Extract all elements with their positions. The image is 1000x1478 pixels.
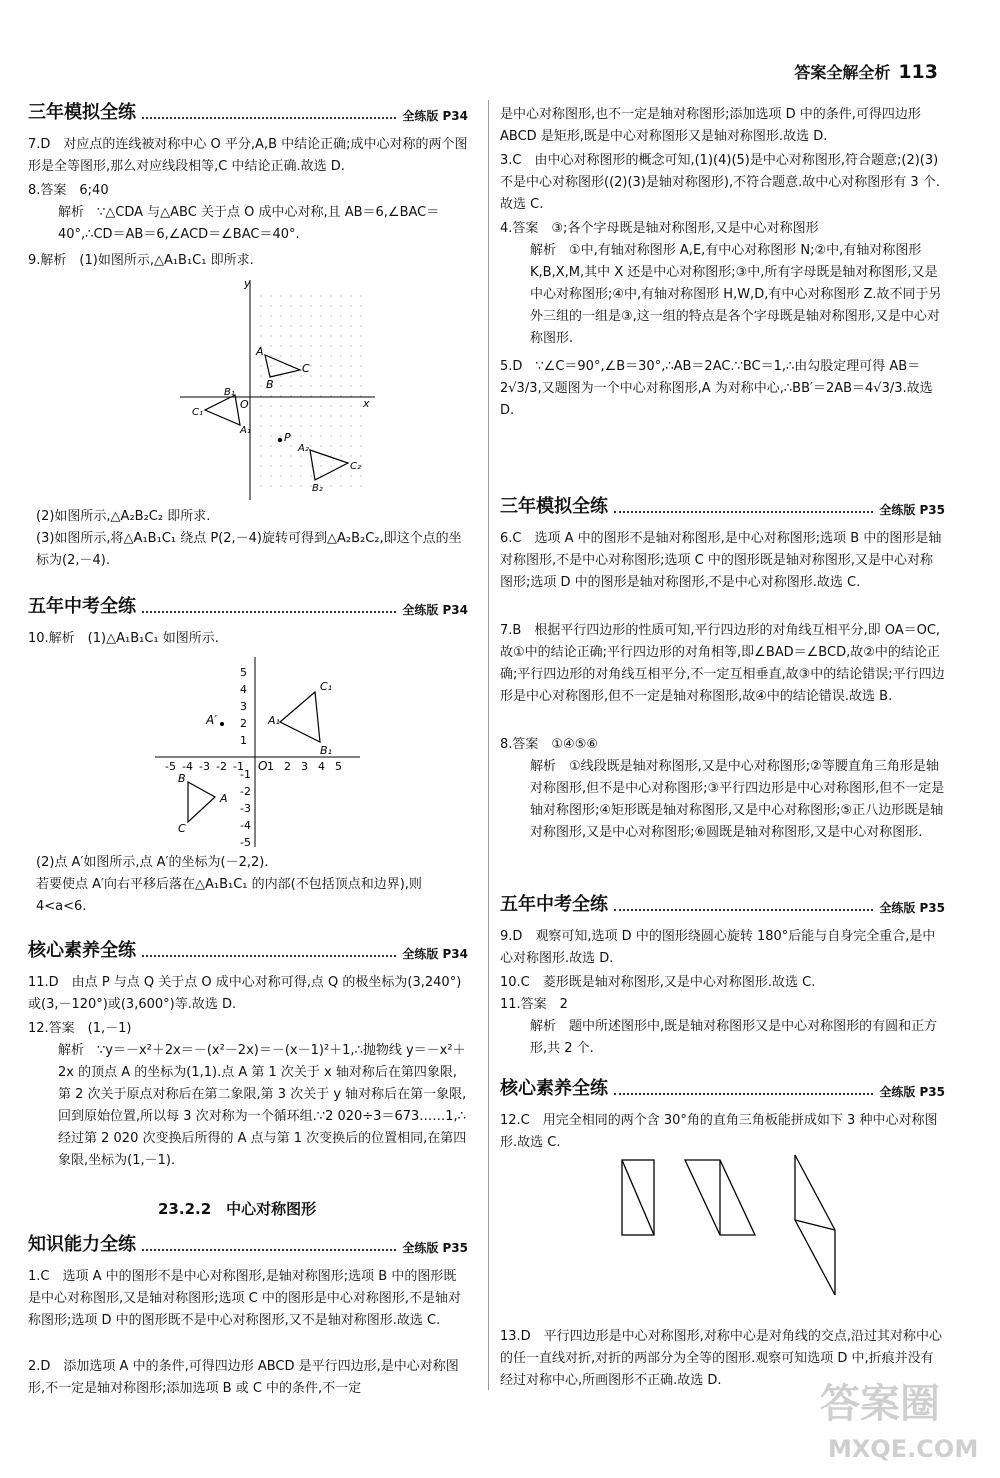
svg-text:A: A	[256, 345, 264, 358]
answer-block	[36, 852, 468, 874]
x-tick-label: 1	[267, 760, 274, 773]
y-tick-label: 3	[240, 700, 247, 713]
answer-block	[28, 134, 468, 178]
y-tick-label: -5	[240, 836, 251, 849]
answer-block	[36, 874, 468, 918]
section-title: 核心素养全练	[28, 940, 136, 961]
coordinate-figure-9	[180, 275, 380, 505]
svg-text:B₁: B₁	[224, 387, 235, 398]
section-header	[28, 100, 468, 124]
answer-block	[500, 528, 945, 594]
y-tick-label: 4	[240, 683, 247, 696]
answer-block	[500, 104, 945, 148]
section-header	[28, 594, 468, 618]
section-header	[28, 1232, 468, 1256]
section-header	[500, 892, 945, 916]
svg-text:A₁: A₁	[240, 425, 251, 436]
svg-text:B₂: B₂	[312, 483, 323, 494]
svg-text:y: y	[244, 277, 251, 290]
x-tick-label: 3	[301, 760, 308, 773]
svg-text:C: C	[178, 822, 186, 835]
answer-block	[500, 356, 945, 422]
answer-block	[28, 628, 468, 650]
answer-block	[500, 972, 945, 994]
answer-4: 4.答案 ③;各个字母既是轴对称图形,又是中心对称图形	[500, 221, 819, 236]
svg-text:A′: A′	[206, 713, 217, 727]
svg-text:A₁: A₁	[268, 714, 280, 727]
svg-text:B: B	[266, 378, 274, 391]
answer-block	[530, 756, 945, 844]
svg-text:x: x	[363, 397, 370, 410]
svg-text:C₁: C₁	[320, 680, 333, 693]
answer-block	[28, 1018, 468, 1040]
y-tick-label: -3	[240, 802, 251, 815]
section-header	[28, 938, 468, 962]
explanation-4: 解析 ①中,有轴对称图形 A,E,有中心对称图形 N;②中,有轴对称图形 K,B,X,M,其中 X 还是中心对称图形;③中,所有字母既是轴对称图形,又是中心对称图形;④中,有轴对称图形 H,W,D,有中心对称图形 Z.故不同于另外三组的一组是③,这一组的特点是各个字母既是轴对称图形,又是中心对称图形.	[530, 243, 942, 346]
subsection-title: 23.2.2 中心对称图形	[158, 1200, 317, 1218]
answer-6: 6.C 选项 A 中的图形不是轴对称图形,是中心对称图形;选项 B 中的图形是轴对称图形,不是中心对称图形;选项 C 中的图形既是轴对称图形,又是中心对称图形;选项 D 中的图形是轴对称图形,不是中心对称图形.故选 C.	[500, 531, 942, 590]
answer-12: 12.C 用完全相同的两个含 30°角的直角三角板能拼成如下 3 种中心对称图形.故选 C.	[500, 1113, 938, 1150]
x-tick-label: -4	[182, 760, 193, 773]
svg-text:答案圈: 答案圈	[820, 1381, 940, 1427]
section-ref: 全练版 P35	[402, 1241, 468, 1255]
answer-block	[28, 1266, 468, 1332]
y-tick-label: 2	[240, 717, 247, 730]
svg-text:A: A	[220, 792, 228, 805]
point-a-prime	[220, 722, 224, 726]
answer-7: 7.B 根据平行四边形的性质可知,平行四边形的对角线互相平分,即 OA＝OC,故①中的结论正确;平行四边形的对角相等,即∠BAD＝∠BCD,故②中的结论正确;平行四边形的对角线互相平分,不一定互相垂直,故③中的结论错误;平行四边形是中心对称图形,但不一定是轴对称图形,故④中的结论错误.故选 B.	[500, 623, 945, 704]
section-ref: 全练版 P34	[402, 603, 468, 617]
answer-10-3: 若要使点 A′向右平移后落在△A₁B₁C₁ 的内部(不包括顶点和边界),则 4<a<6.	[36, 877, 422, 914]
watermark-logo	[810, 1362, 990, 1472]
section-header	[500, 1076, 945, 1100]
answer-block	[28, 972, 468, 1016]
column-divider	[488, 100, 489, 1390]
answer-12: 12.答案 (1,－1)	[28, 1021, 132, 1036]
answer-block	[500, 1110, 945, 1154]
answer-10-2: (2)点 A′如图所示,点 A′的坐标为(－2,2).	[36, 855, 269, 870]
section-title: 核心素养全练	[500, 1078, 608, 1099]
answer-10: 10.C 菱形既是轴对称图形,又是中心对称图形.故选 C.	[500, 975, 816, 990]
triangle-abc	[188, 782, 215, 822]
section-title: 三年模拟全练	[500, 496, 608, 517]
answer-block	[500, 926, 945, 970]
explanation-8: 解析 ①线段既是轴对称图形,又是中心对称图形;②等腰直角三角形是轴对称图形,但不是中心对称图形;③平行四边形是中心对称图形,但不一定是轴对称图形;④矩形既是轴对称图形,又是中心对称图形;⑤正八边形既是轴对称图形,又是中心对称图形;⑥圆既是轴对称图形,又是中心对称图形.	[530, 759, 945, 840]
section-title: 三年模拟全练	[28, 102, 136, 123]
svg-text:B: B	[178, 772, 186, 785]
answer-block	[530, 240, 945, 350]
answer-11: 11.D 由点 P 与点 Q 关于点 O 成中心对称可得,点 Q 的极坐标为(3,240°)或(3,－120°)或(3,600°)等.故选 D.	[28, 975, 462, 1012]
y-tick-label: -2	[240, 785, 251, 798]
answer-5: 5.D ∵∠C＝90°,∠B＝30°,∴AB＝2AC.∵BC＝1,∴由勾股定理可得 AB＝2√3/3,又题图为一个中心对称图形,A 为对称中心,∴BB′＝2AB＝4√3/3.故选 D.	[500, 359, 933, 418]
answer-3: 3.C 由中心对称图形的概念可知,(1)(4)(5)是中心对称图形,符合题意;(2)(3)不是中心对称图形((2)(3)是轴对称图形),不符合题意.故中心对称图形有 3 个.故选 C.	[500, 153, 940, 212]
answer-block	[500, 994, 945, 1016]
answer-block	[500, 734, 945, 756]
answer-9-3: (3)如图所示,将△A₁B₁C₁ 绕点 P(2,－4)旋转可得到△A₂B₂C₂,即这个点的坐标为(2,－4).	[36, 531, 462, 568]
svg-text:C₁: C₁	[192, 407, 203, 418]
answer-block	[58, 1040, 468, 1172]
answer-9-2: (2)如图所示,△A₂B₂C₂ 即所求.	[36, 509, 211, 524]
y-tick-label: 5	[240, 666, 247, 679]
explanation-8: 解析 ∵△CDA 与△ABC 关于点 O 成中心对称,且 AB＝6,∠BAC＝40°,∴CD＝AB＝6,∠ACD＝∠BAC＝40°.	[58, 205, 440, 242]
x-tick-label: 5	[335, 760, 342, 773]
svg-text:P: P	[284, 431, 291, 444]
y-tick-label: 1	[240, 734, 247, 747]
page-number: 113	[898, 61, 938, 83]
x-tick-label: -5	[165, 760, 176, 773]
y-tick-label: -1	[240, 768, 251, 781]
answer-11: 11.答案 2	[500, 997, 568, 1012]
answer-7: 7.D 对应点的连线被对称中心 O 平分,A,B 中结论正确;成中心对称的两个图形是全等图形,那么对应线段相等,C 中结论正确.故选 D.	[28, 137, 468, 174]
section-title: 五年中考全练	[500, 894, 608, 915]
answer-2: 2.D 添加选项 A 中的条件,可得四边形 ABCD 是平行四边形,是中心对称图形,不一定是轴对称图形;添加选项 B 或 C 中的条件,不一定	[28, 1359, 459, 1396]
section-ref: 全练版 P35	[879, 1085, 945, 1099]
answer-block	[500, 150, 945, 216]
x-tick-label: -3	[199, 760, 210, 773]
svg-text:C: C	[302, 362, 310, 375]
section-ref: 全练版 P34	[402, 947, 468, 961]
answer-block	[36, 528, 468, 572]
answer-9: 9.D 观察可知,选项 D 中的图形绕圆心旋转 180°后能与自身完全重合,是中心对称图形.故选 D.	[500, 929, 936, 966]
section-ref: 全练版 P35	[879, 503, 945, 517]
answer-block	[58, 202, 468, 246]
svg-text:O: O	[258, 759, 268, 773]
svg-text:B₁: B₁	[320, 744, 332, 757]
answer-block	[28, 180, 468, 202]
answer-2-cont: 是中心对称图形,也不一定是轴对称图形;添加选项 D 中的条件,可得四边形 ABCD 是矩形,既是中心对称图形又是轴对称图形.故选 D.	[500, 107, 921, 144]
section-ref: 全练版 P34	[402, 109, 468, 123]
answer-block	[500, 218, 945, 240]
header-title: 答案全解全析	[794, 63, 891, 82]
section-ref: 全练版 P35	[879, 901, 945, 915]
x-tick-label: -1	[233, 760, 244, 773]
answer-1: 1.C 选项 A 中的图形不是中心对称图形,是轴对称图形;选项 B 中的图形既是中心对称图形,又是轴对称图形;选项 C 中的图形是中心对称图形,不是轴对称图形;选项 D 中的图形既不是中心对称图形,又不是轴对称图形.故选 C.	[28, 1269, 461, 1328]
explanation-12: 解析 ∵y＝－x²＋2x＝－(x²－2x)＝－(x－1)²＋1,∴抛物线 y＝－x²＋2x 的顶点 A 的坐标为(1,1).点 A 第 1 次关于 x 轴对称后在第四象限,第 2 次关于原点对称后在第二象限,第 3 次关于 y 轴对称后在第一象限,回到原始位置,所以每 3 次对称为一个循环组.∵2 020÷3＝673……1,∴经过第 2 020 次变换后所得的 A 点与第 1 次变换后的位置相同,在第四象限,坐标为(1,－1).	[58, 1043, 467, 1168]
answer-block	[28, 1356, 468, 1400]
y-tick-label: -4	[240, 819, 251, 832]
x-tick-label: 4	[318, 760, 325, 773]
answer-block	[36, 506, 468, 528]
triangle-a1b1c1	[280, 692, 320, 742]
svg-text:C₂: C₂	[350, 461, 361, 472]
section-header	[500, 494, 945, 518]
answer-10: 10.解析 (1)△A₁B₁C₁ 如图所示.	[28, 631, 219, 646]
svg-text:O: O	[240, 398, 249, 411]
svg-text:MXQE.COM: MXQE.COM	[828, 1435, 979, 1463]
answer-block	[530, 1016, 945, 1060]
svg-text:A₂: A₂	[298, 443, 309, 454]
page-header	[794, 60, 938, 83]
answer-9: 9.解析 (1)如图所示,△A₁B₁C₁ 即所求.	[28, 253, 254, 268]
answer-block	[500, 620, 945, 708]
section-title: 知识能力全练	[28, 1234, 136, 1255]
answer-8: 8.答案 ①④⑤⑥	[500, 737, 599, 752]
section-title: 五年中考全练	[28, 596, 136, 617]
answer-block	[28, 250, 468, 272]
answer-8: 8.答案 6;40	[28, 183, 109, 198]
explanation-11: 解析 题中所述图形中,既是轴对称图形又是中心对称图形的有圆和正方形,共 2 个.	[530, 1019, 938, 1056]
triangle-a1b1c1	[205, 395, 240, 425]
center-symmetric-shapes	[610, 1150, 870, 1300]
x-tick-label: 2	[284, 760, 291, 773]
x-tick-label: -2	[216, 760, 227, 773]
point-p	[278, 438, 282, 442]
answer-13: 13.D 平行四边形是中心对称图形,对称中心是对角线的交点,沿过其对称中心的任一直线对折,对折的两部分为全等的图形.观察可知选项 D 中,折痕并没有经过对称中心,所画图形不正确.故选 D.	[500, 1329, 942, 1388]
coordinate-figure-10	[150, 652, 365, 852]
